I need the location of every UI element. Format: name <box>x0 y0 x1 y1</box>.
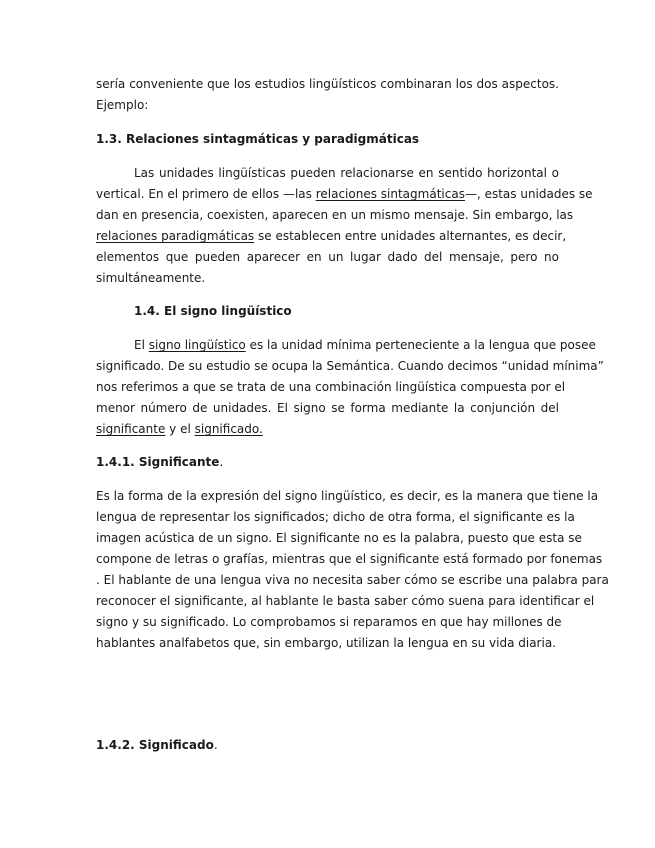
term-significante: significante <box>96 422 166 436</box>
paragraph-line: Ejemplo: <box>96 98 149 112</box>
paragraph-line <box>96 420 559 438</box>
term-relaciones-paradigmaticas: relaciones paradigmáticas <box>96 229 255 243</box>
term-signo-linguistico: signo lingüístico <box>148 338 246 352</box>
paragraph-line: Es la forma de la expresión del signo lingüístico, es decir, es la manera que tiene la <box>96 489 599 503</box>
paragraph-line <box>96 185 593 203</box>
text-run: —, estas unidades se <box>464 187 593 201</box>
paragraph-line: . El hablante de una lengua viva no necesita saber cómo se escribe una palabra para <box>96 573 609 587</box>
paragraph-line: imagen acústica de un signo. El significante no es la palabra, puesto que esta se <box>96 531 582 545</box>
text-run: vertical. En el primero de ellos —las <box>96 187 316 201</box>
section-heading-1-4: 1.4. El signo lingüístico <box>134 304 292 318</box>
heading-text: 1.4.1. Significante <box>96 455 220 469</box>
paragraph-line: Las unidades lingüísticas pueden relacionarse en sentido horizontal o <box>134 166 559 180</box>
paragraph-line: hablantes analfabetos que, sin embargo, utilizan la lengua en su vida diaria. <box>96 636 556 650</box>
section-heading-1-4-2 <box>96 736 559 754</box>
paragraph-line: elementos que pueden aparecer en un lugar dado del mensaje, pero no <box>96 250 559 264</box>
text-run: es la unidad mínima perteneciente a la lengua que posee <box>245 338 596 352</box>
paragraph-line: signo y su significado. Lo comprobamos si reparamos en que hay millones de <box>96 615 562 629</box>
text-run: El <box>134 338 149 352</box>
term-significado: significado. <box>194 422 263 436</box>
section-heading-1-3: 1.3. Relaciones sintagmáticas y paradigmáticas <box>96 132 420 146</box>
text-run: y el <box>165 422 195 436</box>
text-run: se establecen entre unidades alternantes, es decir, <box>254 229 567 243</box>
paragraph-line: sería conveniente que los estudios lingüísticos combinaran los dos aspectos. <box>96 77 559 91</box>
heading-period: . <box>219 455 224 469</box>
paragraph-line: dan en presencia, coexisten, aparecen en un mismo mensaje. Sin embargo, las <box>96 208 574 222</box>
paragraph-line: menor número de unidades. El signo se forma mediante la conjunción del <box>96 401 559 415</box>
term-relaciones-sintagmaticas: relaciones sintagmáticas <box>315 187 465 201</box>
paragraph-line: simultáneamente. <box>96 271 206 285</box>
paragraph-line: compone de letras o grafías, mientras que el significante está formado por fonemas <box>96 552 603 566</box>
paragraph-line <box>96 227 567 245</box>
paragraph-line: reconocer el significante, al hablante le basta saber cómo suena para identificar el <box>96 594 595 608</box>
heading-text: 1.4.2. Significado <box>96 738 214 752</box>
paragraph-line: nos referimos a que se trata de una combinación lingüística compuesta por el <box>96 380 566 394</box>
heading-period: . <box>213 738 218 752</box>
paragraph-line: significado. De su estudio se ocupa la Semántica. Cuando decimos “unidad mínima” <box>96 359 604 373</box>
section-heading-1-4-1 <box>96 453 559 471</box>
paragraph-line <box>134 336 596 354</box>
paragraph-line: lengua de representar los significados; dicho de otra forma, el significante es la <box>96 510 575 524</box>
